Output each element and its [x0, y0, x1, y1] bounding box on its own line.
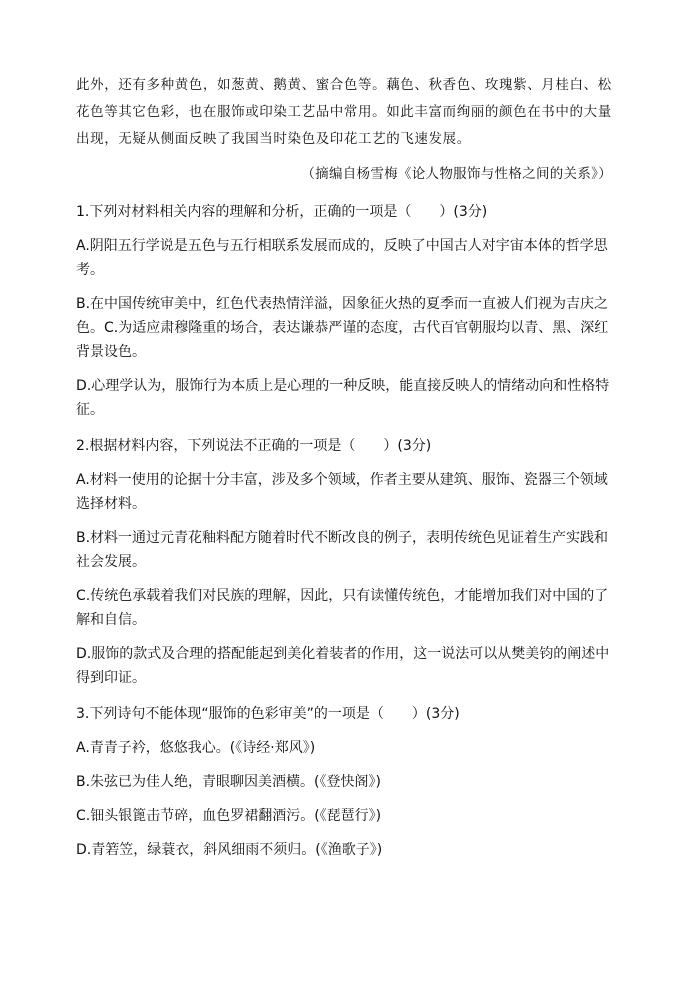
- passage-source: （摘编自杨雪梅《论人物服饰与性格之间的关系》）: [301, 166, 612, 182]
- question-stem: 2.根据材料内容，下列说法不正确的一项是（ ）(3分): [76, 438, 432, 454]
- question-stem: 3.下列诗句不能体现“服饰的色彩审美”的一项是（ ）(3分): [76, 706, 460, 722]
- passage-paragraph: 此外，还有多种黄色，如葱黄、鹅黄、蜜合色等。藕色、秋香色、玫瑰紫、月桂白、松花色等其它色彩，也在服饰或印染工艺品中常用。如此丰富而绚丽的颜色在书中的大量出现，无疑从侧面反映了我国当时染色及印花工艺的飞速发展。: [76, 77, 612, 147]
- question-3: [76, 702, 612, 862]
- option-d: D.青箬笠，绿蓑衣，斜风细雨不须归。(《渔歌子》): [76, 842, 383, 858]
- question-1: [76, 200, 612, 422]
- option-c: C.传统色承载着我们对民族的理解，因此，只有读懂传统色，才能增加我们对中国的了解和自信。: [76, 588, 609, 628]
- option-a: A.青青子衿，悠悠我心。(《诗经·郑风》): [76, 740, 316, 756]
- question-2: [76, 434, 612, 690]
- option-b-c: B.在中国传统审美中，红色代表热情洋溢，因象征火热的夏季而一直被人们视为吉庆之色。C.为适应肃穆隆重的场合，表达谦恭严谨的态度，古代百官朝服均以青、黑、深红背景设色。: [76, 296, 609, 360]
- question-stem: 1.下列对材料相关内容的理解和分析，正确的一项是（ ）(3分): [76, 204, 488, 220]
- option-a: A.阴阳五行学说是五色与五行相联系发展而成的，反映了中国古人对宇宙本体的哲学思考。: [76, 238, 608, 278]
- option-d: D.心理学认为，服饰行为本质上是心理的一种反映，能直接反映人的情绪动向和性格特征。: [76, 378, 610, 418]
- option-a: A.材料一使用的论据十分丰富，涉及多个领域，作者主要从建筑、服饰、瓷器三个领域选择材料。: [76, 472, 608, 512]
- option-b: B.材料一通过元青花釉料配方随着时代不断改良的例子，表明传统色见证着生产实践和社会发展。: [76, 530, 609, 570]
- option-c: C.钿头银篦击节碎，血色罗裙翻酒污。(《琵琶行》): [76, 808, 382, 824]
- option-d: D.服饰的款式及合理的搭配能起到美化着装者的作用，这一说法可以从樊美钧的阐述中得到印证。: [76, 646, 610, 686]
- option-b: B.朱弦已为佳人绝，青眼聊因美酒横。(《登快阁》): [76, 774, 381, 790]
